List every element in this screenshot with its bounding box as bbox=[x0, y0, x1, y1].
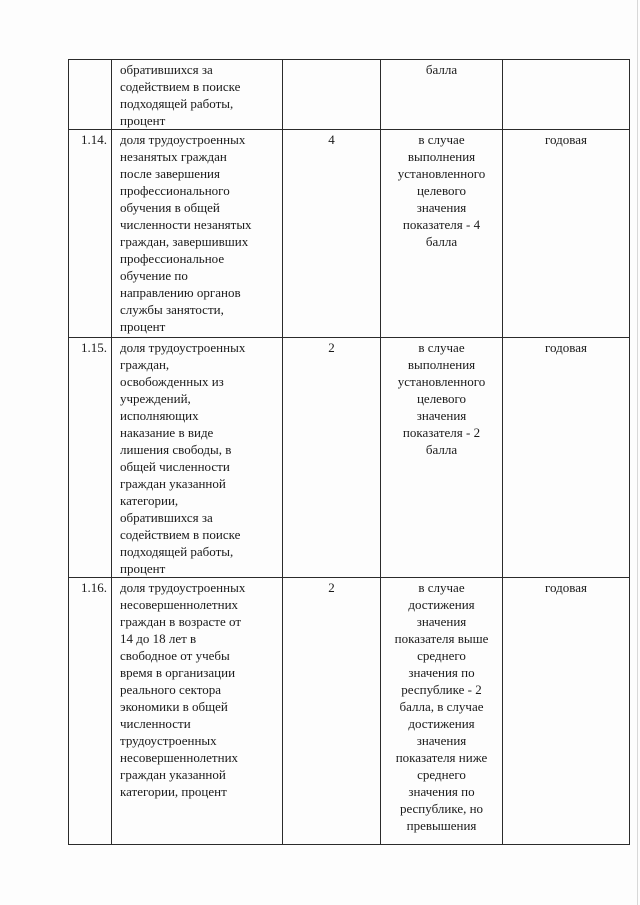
reporting-period bbox=[503, 338, 630, 578]
table-row bbox=[69, 578, 630, 845]
indicator-weight-text: 2 bbox=[328, 340, 335, 355]
table-row bbox=[69, 338, 630, 578]
scoring-criterion-text: в случае выполнения установленного целевого значения показателя - 4 балла bbox=[397, 132, 486, 249]
scan-edge-line bbox=[637, 0, 638, 905]
reporting-period-text: годовая bbox=[545, 132, 587, 147]
indicator-name-text: доля трудоустроенных незанятых граждан после завершения профессионального обучения в общей численности незанятых граждан, завершивших профессиональное обучение по направлению органов службы занятости, процент bbox=[120, 132, 252, 334]
indicator-name bbox=[112, 60, 283, 130]
indicator-weight-text: 4 bbox=[328, 132, 335, 147]
indicator-weight bbox=[283, 338, 381, 578]
scoring-criterion bbox=[381, 578, 503, 845]
row-number-text: 1.16. bbox=[81, 580, 107, 595]
row-number bbox=[69, 338, 112, 578]
reporting-period bbox=[503, 578, 630, 845]
row-number bbox=[69, 130, 112, 338]
indicator-name bbox=[112, 338, 283, 578]
scoring-criterion bbox=[381, 338, 503, 578]
indicator-name bbox=[112, 578, 283, 845]
indicator-name-text: доля трудоустроенных несовершеннолетних граждан в возрасте от 14 до 18 лет в свободное от учебы время в организации реального сектора экономики в общей численности трудоустроенных несовершеннолетних граждан указанной категории, процент bbox=[120, 580, 246, 799]
indicator-weight-text: 2 bbox=[328, 580, 335, 595]
reporting-period bbox=[503, 60, 630, 130]
indicator-name-text: доля трудоустроенных граждан, освобожденных из учреждений, исполняющих наказание в виде лишения свободы, в общей численности граждан указанной категории, обратившихся за содействием в поиске подходящей работы, процент bbox=[120, 340, 246, 576]
table-row bbox=[69, 130, 630, 338]
row-number-text: 1.15. bbox=[81, 340, 107, 355]
row-number bbox=[69, 60, 112, 130]
scoring-criterion bbox=[381, 60, 503, 130]
indicator-weight bbox=[283, 60, 381, 130]
indicator-weight bbox=[283, 130, 381, 338]
reporting-period-text: годовая bbox=[545, 580, 587, 595]
indicators-table bbox=[68, 59, 630, 845]
reporting-period bbox=[503, 130, 630, 338]
row-number bbox=[69, 578, 112, 845]
scoring-criterion-text: балла bbox=[425, 62, 458, 77]
scoring-criterion-text: в случае достижения значения показателя выше среднего значения по республике - 2 балла, в случае достижения значения показателя ниже среднего значения по республике, но превышения bbox=[394, 580, 489, 833]
scoring-criterion-text: в случае выполнения установленного целевого значения показателя - 2 балла bbox=[397, 340, 486, 457]
reporting-period-text: годовая bbox=[545, 340, 587, 355]
row-number-text: 1.14. bbox=[81, 132, 107, 147]
indicator-weight bbox=[283, 578, 381, 845]
table-row bbox=[69, 60, 630, 130]
indicator-name bbox=[112, 130, 283, 338]
indicator-name-text: обратившихся за содействием в поиске подходящей работы, процент bbox=[120, 62, 241, 128]
scoring-criterion bbox=[381, 130, 503, 338]
